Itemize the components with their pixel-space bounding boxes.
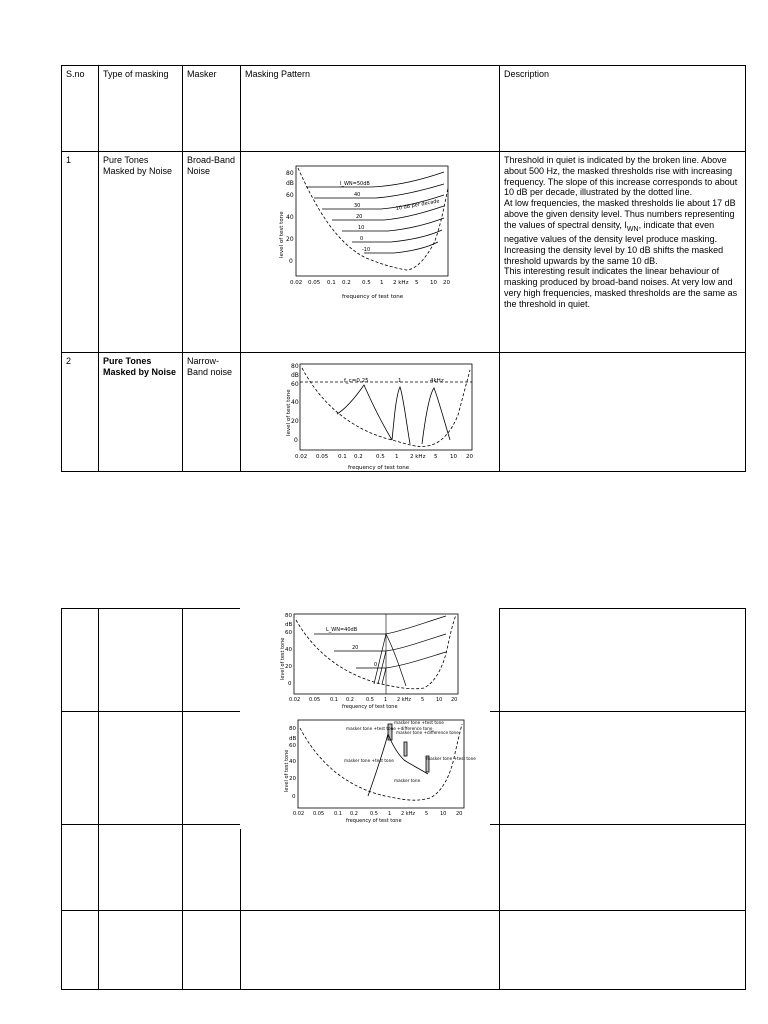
fig4-annotation: masker tone +test tone xyxy=(344,758,394,763)
fig4-annotation: masker tone xyxy=(394,778,421,783)
fig3-xtick: 20 xyxy=(451,697,458,703)
fig4-xtick: 0.1 xyxy=(334,811,342,817)
fig2-label: 1 xyxy=(398,378,402,384)
row1-type: Pure Tones Masked by Noise xyxy=(99,152,183,353)
fig1-label: I_WN=50dB xyxy=(340,181,370,187)
empty-cell xyxy=(183,825,241,911)
fig3-xtick: 0.1 xyxy=(330,697,338,703)
fig4-annotation: masker tone +test tone xyxy=(426,756,476,761)
empty-cell xyxy=(500,825,746,911)
fig1-slope-label: 10 dB per decade xyxy=(395,198,441,212)
fig1-label: 10 xyxy=(358,225,365,231)
empty-cell xyxy=(62,609,99,712)
fig2-xtick: 10 xyxy=(450,454,457,460)
fig1-ytick: 60 xyxy=(286,192,294,199)
empty-cell xyxy=(99,609,183,712)
empty-cell xyxy=(500,609,746,712)
fig4-ytick: 0 xyxy=(292,794,296,800)
fig3-yunit: dB xyxy=(285,622,293,628)
empty-cell xyxy=(99,825,183,911)
fig3-ytick: 20 xyxy=(285,664,292,670)
fig2-xtick: 0.1 xyxy=(338,454,347,460)
fig1-label: 20 xyxy=(356,214,363,220)
fig2-xtick: 0.05 xyxy=(316,454,329,460)
fig2-xtick: 0.5 xyxy=(376,454,385,460)
fig4-ytick: 60 xyxy=(289,743,296,749)
fig3-label: 20 xyxy=(352,645,359,651)
fig4-xticks xyxy=(293,811,462,817)
fig3-xticks xyxy=(289,697,457,703)
empty-cell xyxy=(183,609,241,712)
fig3-ytick: 60 xyxy=(285,630,292,636)
fig3-ylabel: level of test tone xyxy=(280,637,286,680)
fig1-xticks xyxy=(290,280,450,286)
empty-cell xyxy=(62,825,99,911)
fig2-xtick: 2 kHz xyxy=(410,454,426,460)
desc-p2-text: At low frequencies, the masked thresholds lie about 17 dB above the given density level. Thus numbers representing the values of spectral density, I xyxy=(504,198,736,230)
fig4-xtick: 20 xyxy=(456,811,463,817)
empty-cell xyxy=(62,911,99,990)
fig4-xtick: 1 xyxy=(388,811,392,817)
fig1-ytick: 20 xyxy=(286,236,294,243)
fig4-xtick: 0.02 xyxy=(293,811,305,817)
row2-sno: 2 xyxy=(62,353,99,472)
fig1-ytick: 80 xyxy=(286,170,294,177)
empty-cell xyxy=(99,712,183,825)
fig2-axes xyxy=(300,364,472,450)
desc-paragraph-2 xyxy=(504,198,741,266)
fig4-xtick: 10 xyxy=(440,811,447,817)
fig4-xlabel: frequency of test tone xyxy=(346,818,402,824)
fig4-xtick: 0.05 xyxy=(313,811,325,817)
header-type: Type of masking xyxy=(99,66,183,152)
fig1-yunit: dB xyxy=(286,180,294,187)
empty-cell xyxy=(500,712,746,825)
figure-broadband-masking xyxy=(276,158,456,300)
fig3-ytick: 0 xyxy=(288,681,292,687)
fig4-annotation: masker tone +difference tone xyxy=(396,730,459,735)
empty-cell xyxy=(500,911,746,990)
fig1-xlabel: frequency of test tone xyxy=(342,294,404,300)
fig1-ytick: 40 xyxy=(286,214,294,221)
fig3-xtick: 10 xyxy=(436,697,443,703)
fig3-ytick: 80 xyxy=(285,613,292,619)
fig1-xtick: 1 xyxy=(380,280,384,286)
fig3-xtick: 1 xyxy=(384,697,388,703)
header-sno: S.no xyxy=(62,66,99,152)
empty-cell xyxy=(241,825,500,911)
fig3-xtick: 2 kHz xyxy=(397,697,412,703)
header-description: Description xyxy=(500,66,746,152)
fig1-threshold-quiet xyxy=(298,168,448,270)
fig2-label: 4kHz xyxy=(430,378,444,384)
fig3-xtick: 0.2 xyxy=(346,697,354,703)
fig1-xtick: 2 kHz xyxy=(393,280,409,286)
figure-tone-on-tone-masking xyxy=(280,716,476,824)
row2-description xyxy=(500,353,746,472)
fig3-xtick: 0.02 xyxy=(289,697,301,703)
fig4-xtick: 2 kHz xyxy=(401,811,416,817)
fig2-ytick: 60 xyxy=(291,381,299,388)
fig4-annotations xyxy=(344,720,476,783)
fig2-label: f_c=0.25 xyxy=(344,378,369,384)
fig2-ytick: 80 xyxy=(291,363,299,370)
fig3-xtick: 0.5 xyxy=(366,697,374,703)
table-row xyxy=(62,911,746,990)
fig2-ytick: 20 xyxy=(291,418,299,425)
fig1-xtick: 5 xyxy=(415,280,419,286)
fig1-xtick: 0.05 xyxy=(308,280,321,286)
empty-cell xyxy=(99,911,183,990)
fig1-label: 30 xyxy=(354,203,361,209)
fig1-label: 0 xyxy=(360,236,364,242)
fig4-ytick: 40 xyxy=(289,759,296,765)
fig2-threshold-quiet xyxy=(302,368,470,447)
fig2-xtick: 20 xyxy=(466,454,473,460)
fig2-ytick: 0 xyxy=(294,437,298,444)
header-pattern: Masking Pattern xyxy=(241,66,500,152)
table-row xyxy=(62,825,746,911)
fig1-xtick: 0.1 xyxy=(327,280,336,286)
fig2-xlabel: frequency of test tone xyxy=(348,465,410,471)
fig1-xtick: 0.5 xyxy=(362,280,371,286)
fig3-xtick: 5 xyxy=(421,697,425,703)
desc-paragraph-1: Threshold in quiet is indicated by the broken line. Above about 500 Hz, the masked thresholds rise with increasing frequency. The slope of this increase corresponds to about 10 dB per decade, illustrated by the dotted line. xyxy=(504,155,738,198)
fig1-label: 40 xyxy=(354,192,361,198)
row1-sno: 1 xyxy=(62,152,99,353)
fig4-ytick: 20 xyxy=(289,776,296,782)
fig3-ytick: 40 xyxy=(285,647,292,653)
header-masker: Masker xyxy=(183,66,241,152)
fig1-label: -10 xyxy=(362,247,371,253)
desc-p2-tail: , indicate that even negative values of the density level produce masking. Increasing the density level by 10 dB shifts the masked threshold upwards by the same 10 dB. xyxy=(504,219,724,266)
fig1-ytick: 0 xyxy=(289,258,293,265)
fig1-masked-curves xyxy=(306,172,444,253)
row1-description xyxy=(500,152,746,353)
fig3-label: 0 xyxy=(374,662,378,668)
row1-masker: Broad-Band Noise xyxy=(183,152,241,353)
fig4-xtick: 5 xyxy=(425,811,429,817)
desc-p2-subscript: WN xyxy=(626,225,639,233)
fig4-ytick: 80 xyxy=(289,726,296,732)
fig2-yunit: dB xyxy=(291,372,299,379)
row2-type: Pure Tones Masked by Noise xyxy=(99,353,183,472)
fig2-curve-labels xyxy=(344,378,444,384)
fig3-xlabel: frequency of test tone xyxy=(342,704,398,710)
fig4-xtick: 0.5 xyxy=(370,811,378,817)
fig2-masked-peaks xyxy=(337,385,450,444)
empty-cell xyxy=(183,712,241,825)
fig3-threshold-quiet xyxy=(296,615,456,689)
desc-paragraph-3: This interesting result indicates the linear behaviour of masking produced by broad-band noises. At very low and very high frequencies, masked thresholds are the same as the threshold in quiet. xyxy=(504,266,738,309)
fig4-annotation: masker tone +test tone +difference tone xyxy=(346,726,433,731)
fig4-yunit: dB xyxy=(289,736,297,742)
fig4-annotation: masker tone +test tone xyxy=(394,720,444,725)
fig3-xtick: 0.05 xyxy=(309,697,321,703)
fig2-ytick: 40 xyxy=(291,399,299,406)
fig2-ylabel: level of test tone xyxy=(286,389,292,436)
empty-cell xyxy=(62,712,99,825)
figure-narrowband-masking xyxy=(282,360,480,472)
fig4-ylabel: level of test tone xyxy=(284,749,290,792)
fig3-label: L_WN=40dB xyxy=(326,627,358,633)
fig2-xtick: 0.2 xyxy=(354,454,363,460)
empty-cell xyxy=(241,911,500,990)
fig2-xtick: 5 xyxy=(434,454,438,460)
fig2-xtick: 0.02 xyxy=(295,454,308,460)
fig4-xtick: 0.2 xyxy=(350,811,358,817)
fig1-xtick: 10 xyxy=(430,280,437,286)
fig1-xtick: 0.2 xyxy=(342,280,351,286)
figure-tone-masking-levels xyxy=(276,610,466,710)
fig2-xtick: 1 xyxy=(395,454,399,460)
empty-cell xyxy=(183,911,241,990)
header-row xyxy=(62,66,746,152)
fig2-xticks xyxy=(295,454,473,460)
fig1-xtick: 0.02 xyxy=(290,280,303,286)
fig3-axes xyxy=(294,614,458,694)
fig1-xtick: 20 xyxy=(443,280,450,286)
row2-masker: Narrow-Band noise xyxy=(183,353,241,472)
fig1-axes xyxy=(296,166,448,276)
fig1-ylabel: level of test tone xyxy=(279,211,285,258)
